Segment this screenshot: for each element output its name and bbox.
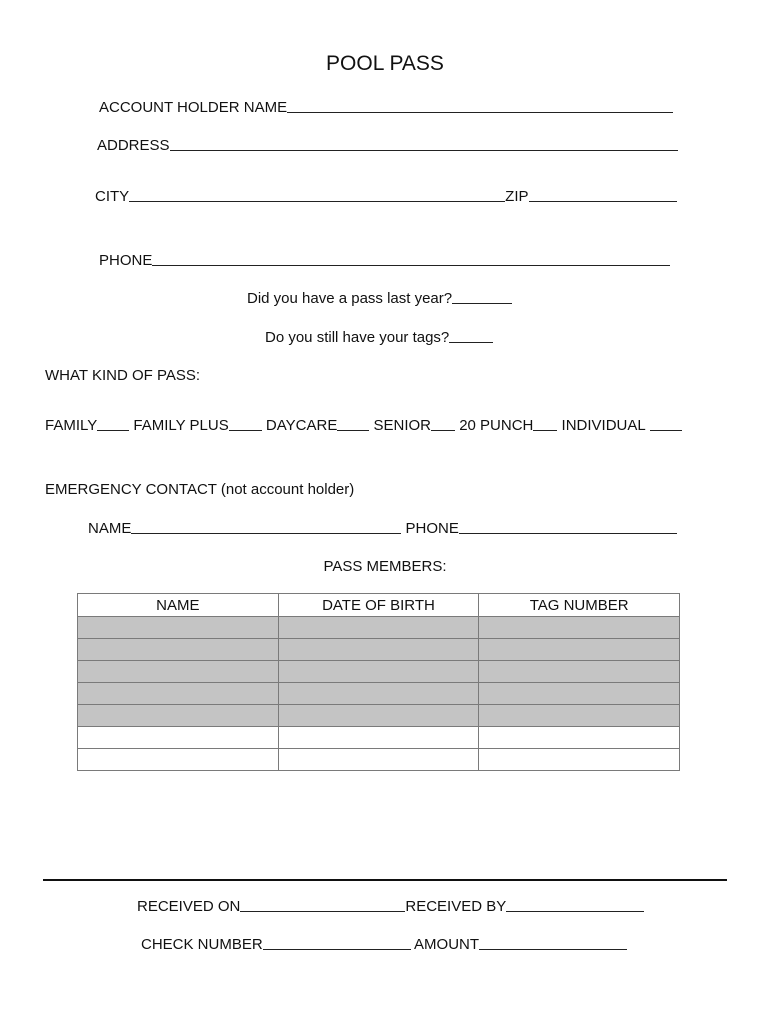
received-by-input[interactable] <box>506 910 644 912</box>
member-row <box>78 705 680 727</box>
phone-input[interactable] <box>152 264 670 266</box>
col-header-name: NAME <box>78 594 279 617</box>
still-have-tags-input[interactable] <box>449 341 493 343</box>
check-amount-row <box>141 936 627 954</box>
phone-label: PHONE <box>99 252 153 269</box>
option-individual-label: INDIVIDUAL <box>561 417 646 434</box>
members-heading: PASS MEMBERS: <box>323 558 447 575</box>
emergency-phone-label: PHONE <box>405 520 459 537</box>
amount-label: AMOUNT <box>414 936 480 953</box>
option-senior-input[interactable] <box>431 429 455 431</box>
still-have-tags-label: Do you still have your tags? <box>265 329 450 346</box>
address-row <box>97 137 678 155</box>
member-row <box>78 639 680 661</box>
member-tag-cell[interactable] <box>479 705 680 727</box>
address-input[interactable] <box>170 149 678 151</box>
phone-row <box>99 252 670 270</box>
member-dob-cell[interactable] <box>278 617 479 639</box>
member-tag-cell[interactable] <box>479 639 680 661</box>
member-row <box>78 727 680 749</box>
member-dob-cell[interactable] <box>278 639 479 661</box>
option-20-punch-label: 20 PUNCH <box>459 417 534 434</box>
member-name-cell[interactable] <box>78 705 279 727</box>
zip-input[interactable] <box>529 200 677 202</box>
member-dob-cell[interactable] <box>278 749 479 771</box>
zip-label: ZIP <box>505 188 529 205</box>
emergency-name-label: NAME <box>88 520 132 537</box>
option-daycare-input[interactable] <box>337 429 369 431</box>
members-table <box>77 593 680 771</box>
member-tag-cell[interactable] <box>479 661 680 683</box>
member-name-cell[interactable] <box>78 617 279 639</box>
pass-last-year-label: Did you have a pass last year? <box>247 290 453 307</box>
pass-last-year-row <box>247 290 512 308</box>
col-header-tag: TAG NUMBER <box>479 594 680 617</box>
member-row <box>78 749 680 771</box>
account-holder-row <box>99 99 673 117</box>
member-dob-cell[interactable] <box>278 683 479 705</box>
members-body <box>78 617 680 771</box>
option-family-plus-label: FAMILY PLUS <box>133 417 229 434</box>
pass-last-year-input[interactable] <box>452 302 512 304</box>
member-name-cell[interactable] <box>78 749 279 771</box>
member-dob-cell[interactable] <box>278 705 479 727</box>
member-tag-cell[interactable] <box>479 727 680 749</box>
member-tag-cell[interactable] <box>479 749 680 771</box>
emergency-name-input[interactable] <box>131 532 401 534</box>
city-input[interactable] <box>129 200 505 202</box>
account-holder-label: ACCOUNT HOLDER NAME <box>99 99 288 116</box>
received-by-label: RECEIVED BY <box>405 898 507 915</box>
amount-input[interactable] <box>479 948 627 950</box>
option-senior-label: SENIOR <box>373 417 432 434</box>
members-header-row <box>78 594 680 617</box>
emergency-heading: EMERGENCY CONTACT (not account holder) <box>45 481 355 498</box>
pass-kind-options <box>45 417 682 435</box>
col-header-dob: DATE OF BIRTH <box>278 594 479 617</box>
member-dob-cell[interactable] <box>278 727 479 749</box>
received-row <box>137 898 644 916</box>
account-holder-input[interactable] <box>287 111 673 113</box>
form-title: POOL PASS <box>326 52 444 75</box>
pass-kind-heading: WHAT KIND OF PASS: <box>45 367 201 384</box>
member-tag-cell[interactable] <box>479 683 680 705</box>
still-have-tags-row <box>265 329 493 347</box>
member-tag-cell[interactable] <box>479 617 680 639</box>
check-number-label: CHECK NUMBER <box>141 936 263 953</box>
member-row <box>78 661 680 683</box>
received-on-label: RECEIVED ON <box>137 898 241 915</box>
emergency-contact-row <box>88 520 677 538</box>
received-on-input[interactable] <box>240 910 405 912</box>
member-name-cell[interactable] <box>78 661 279 683</box>
option-family-plus-input[interactable] <box>229 429 262 431</box>
option-20-punch-input[interactable] <box>533 429 557 431</box>
option-daycare-label: DAYCARE <box>265 417 338 434</box>
member-name-cell[interactable] <box>78 727 279 749</box>
option-individual-input[interactable] <box>650 429 682 431</box>
member-name-cell[interactable] <box>78 683 279 705</box>
emergency-phone-input[interactable] <box>459 532 677 534</box>
option-family-input[interactable] <box>97 429 129 431</box>
city-label: CITY <box>95 188 130 205</box>
option-family-label: FAMILY <box>45 417 98 434</box>
city-zip-row <box>95 188 677 206</box>
check-number-input[interactable] <box>263 948 411 950</box>
member-row <box>78 683 680 705</box>
member-dob-cell[interactable] <box>278 661 479 683</box>
divider-line <box>43 879 727 881</box>
member-row <box>78 617 680 639</box>
member-name-cell[interactable] <box>78 639 279 661</box>
address-label: ADDRESS <box>97 137 170 154</box>
